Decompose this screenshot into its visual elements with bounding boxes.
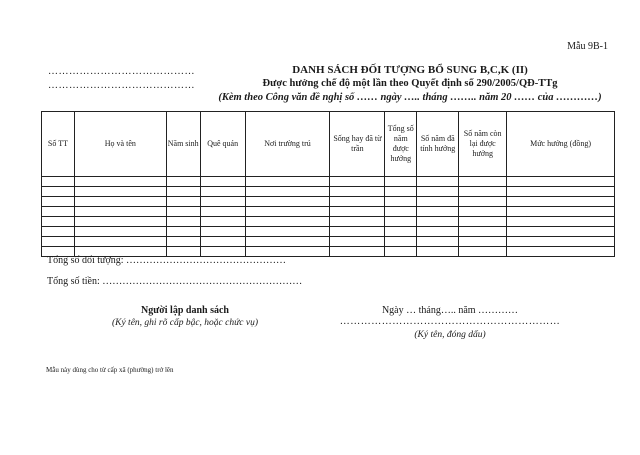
column-header: Tổng số năm được hưởng xyxy=(385,112,417,177)
table-cell xyxy=(42,237,75,247)
column-header: Mức hưởng (đồng) xyxy=(507,112,615,177)
table-cell xyxy=(459,217,507,227)
table-cell xyxy=(74,237,166,247)
table-cell xyxy=(200,187,245,197)
table-cell xyxy=(385,217,417,227)
footnote: Mẫu này dùng cho từ cấp xã (phường) trở lên xyxy=(46,366,174,374)
table-cell xyxy=(200,197,245,207)
table-cell xyxy=(200,207,245,217)
table-cell xyxy=(166,187,200,197)
agency-line-1: …………………………………… xyxy=(48,66,195,77)
table-cell xyxy=(42,177,75,187)
table-cell xyxy=(459,227,507,237)
table-cell xyxy=(330,227,385,237)
table-cell xyxy=(245,227,330,237)
table-cell xyxy=(330,237,385,247)
total-objects-line: Tổng số đối tượng: ………………………………………… xyxy=(47,255,287,266)
table-cell xyxy=(385,207,417,217)
table-cell xyxy=(507,237,615,247)
table-cell xyxy=(417,197,459,207)
table-cell xyxy=(42,227,75,237)
table-cell xyxy=(417,227,459,237)
table-cell xyxy=(166,197,200,207)
table-cell xyxy=(166,227,200,237)
table-cell xyxy=(417,207,459,217)
table-cell xyxy=(245,237,330,247)
table-cell xyxy=(42,217,75,227)
table-cell xyxy=(507,197,615,207)
signing-date-line: Ngày … tháng….. năm ………… xyxy=(381,305,519,316)
table-cell xyxy=(166,217,200,227)
table-cell xyxy=(459,197,507,207)
column-header: Số TT xyxy=(42,112,75,177)
table-cell xyxy=(459,177,507,187)
table-cell xyxy=(200,177,245,187)
stamp-signature-note: (Ký tên, đóng dấu) xyxy=(414,330,486,340)
table-cell xyxy=(385,187,417,197)
table-cell xyxy=(74,207,166,217)
table-header-row xyxy=(42,112,615,177)
document-subtitle: Được hưởng chế độ một lần theo Quyết định số 290/2005/QĐ-TTg xyxy=(262,78,558,89)
table-cell xyxy=(459,247,507,257)
document-reference-note: (Kèm theo Công văn đề nghị số …… ngày ….. tháng …….. năm 20 …… của …………) xyxy=(218,92,602,103)
column-header: Nơi trường trú xyxy=(245,112,330,177)
signing-authority-line: ……………………………………………………… xyxy=(339,316,561,327)
table-row xyxy=(42,197,615,207)
agency-line-2: …………………………………… xyxy=(48,80,195,91)
table-cell xyxy=(200,217,245,227)
table-cell xyxy=(166,237,200,247)
table-cell xyxy=(74,177,166,187)
table-cell xyxy=(166,177,200,187)
form-code: Mẫu 9B-1 xyxy=(567,41,608,52)
table-row xyxy=(42,227,615,237)
table-cell xyxy=(74,197,166,207)
table-cell xyxy=(417,237,459,247)
column-header: Sống hay đã từ trần xyxy=(330,112,385,177)
table-row xyxy=(42,217,615,227)
preparer-signature-note: (Ký tên, ghi rõ cấp bậc, hoặc chức vụ) xyxy=(111,318,259,328)
table-cell xyxy=(74,187,166,197)
table-cell xyxy=(385,177,417,187)
table-cell xyxy=(459,187,507,197)
table-cell xyxy=(507,227,615,237)
table-cell xyxy=(42,187,75,197)
column-header: Số năm còn lại được hưởng xyxy=(459,112,507,177)
table-cell xyxy=(385,197,417,207)
table-cell xyxy=(330,217,385,227)
table-row xyxy=(42,187,615,197)
table-cell xyxy=(330,177,385,187)
table-cell xyxy=(385,227,417,237)
table-cell xyxy=(459,237,507,247)
beneficiary-table xyxy=(41,111,615,257)
table-cell xyxy=(245,197,330,207)
table-cell xyxy=(330,207,385,217)
table-row xyxy=(42,177,615,187)
table-cell xyxy=(385,247,417,257)
document-title: DANH SÁCH ĐỐI TƯỢNG BỔ SUNG B,C,K (II) xyxy=(292,64,528,76)
table-cell xyxy=(245,177,330,187)
table-cell xyxy=(200,237,245,247)
table-cell xyxy=(330,247,385,257)
column-header: Số năm đã tính hưởng xyxy=(417,112,459,177)
table-cell xyxy=(245,217,330,227)
table-cell xyxy=(417,187,459,197)
table-cell xyxy=(507,207,615,217)
table-row xyxy=(42,237,615,247)
table-cell xyxy=(245,187,330,197)
table-cell xyxy=(417,217,459,227)
table-cell xyxy=(166,207,200,217)
table-cell xyxy=(417,177,459,187)
preparer-title: Người lập danh sách xyxy=(141,305,229,316)
column-header: Năm sinh xyxy=(166,112,200,177)
table-cell xyxy=(385,237,417,247)
table-cell xyxy=(507,217,615,227)
table-row xyxy=(42,207,615,217)
table-cell xyxy=(507,177,615,187)
table-cell xyxy=(42,197,75,207)
table-cell xyxy=(74,217,166,227)
table-cell xyxy=(74,227,166,237)
table-cell xyxy=(330,197,385,207)
table-cell xyxy=(245,207,330,217)
table-cell xyxy=(459,207,507,217)
total-money-line: Tổng số tiền: …………………………………………………… xyxy=(47,276,303,287)
table-cell xyxy=(507,187,615,197)
table-cell xyxy=(42,207,75,217)
column-header: Quê quán xyxy=(200,112,245,177)
table-cell xyxy=(200,227,245,237)
column-header: Họ và tên xyxy=(74,112,166,177)
table-cell xyxy=(330,187,385,197)
table-cell xyxy=(507,247,615,257)
table-cell xyxy=(417,247,459,257)
